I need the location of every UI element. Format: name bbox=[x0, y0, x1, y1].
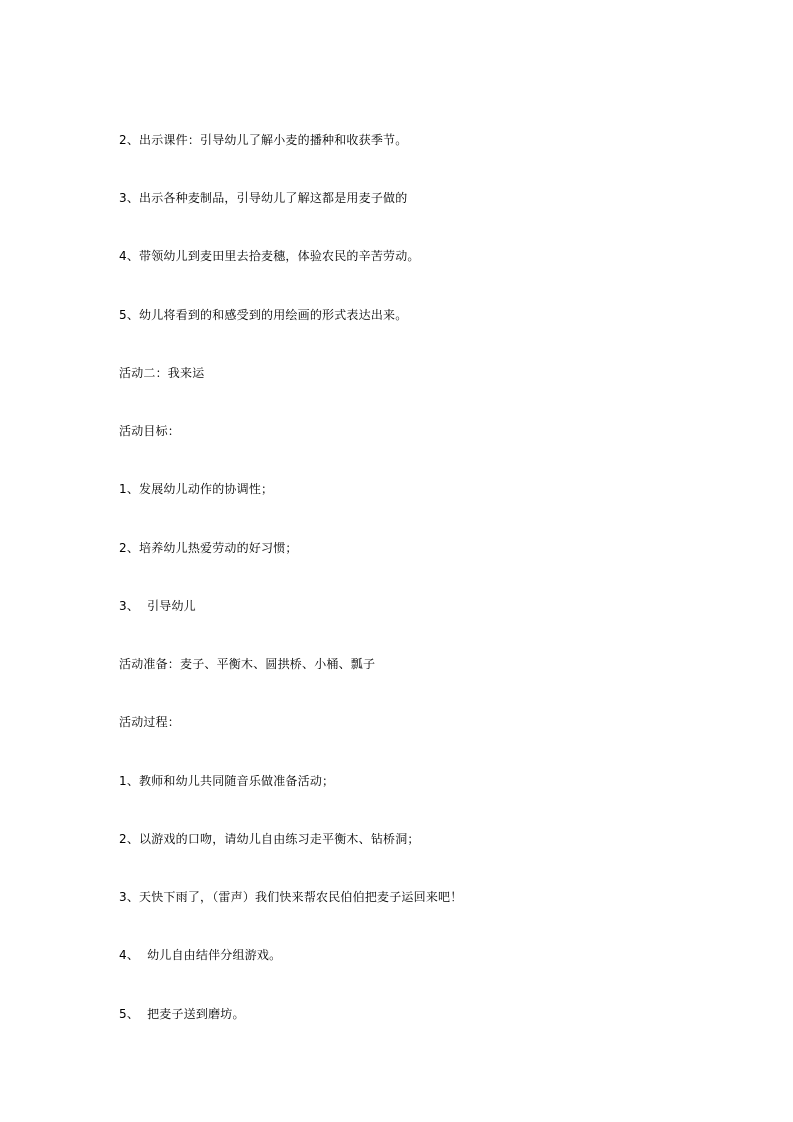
subsection-heading: 活动目标： bbox=[119, 424, 181, 438]
subsection-heading: 活动过程： bbox=[119, 715, 181, 729]
text-line: 3、 引导幼儿 bbox=[119, 599, 196, 613]
text-line: 2、培养幼儿热爱劳动的好习惯； bbox=[119, 541, 298, 555]
text-line: 4、带领幼儿到麦田里去拾麦穗，体验农民的辛苦劳动。 bbox=[119, 249, 420, 263]
text-line: 活动准备：麦子、平衡木、圆拱桥、小桶、瓢子 bbox=[119, 657, 376, 671]
text-line: 3、出示各种麦制品，引导幼儿了解这都是用麦子做的 bbox=[119, 191, 408, 205]
text-line: 4、 幼儿自由结伴分组游戏。 bbox=[119, 948, 282, 962]
text-line: 2、出示课件：引导幼儿了解小麦的播种和收获季节。 bbox=[119, 133, 408, 147]
text-line: 2、以游戏的口吻，请幼儿自由练习走平衡木、钻桥洞； bbox=[119, 832, 420, 846]
text-line: 5、 把麦子送到磨坊。 bbox=[119, 1007, 245, 1021]
text-line: 5、幼儿将看到的和感受到的用绘画的形式表达出来。 bbox=[119, 308, 408, 322]
text-line: 3、天快下雨了，（雷声）我们快来帮农民伯伯把麦子运回来吧！ bbox=[119, 890, 463, 904]
section-heading: 活动二：我来运 bbox=[119, 366, 205, 380]
text-line: 1、教师和幼儿共同随音乐做准备活动； bbox=[119, 774, 335, 788]
text-line: 1、发展幼儿动作的协调性； bbox=[119, 482, 274, 496]
